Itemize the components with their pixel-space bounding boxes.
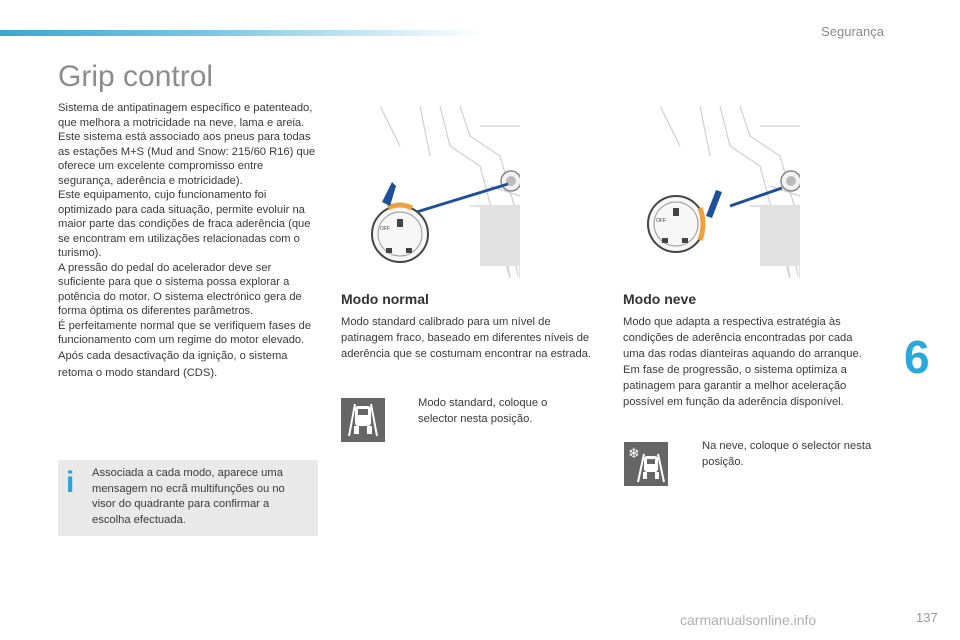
normal-instruction bbox=[418, 395, 568, 427]
normal-instruction-text: Modo standard, coloque o selector nesta posição. bbox=[418, 397, 548, 425]
info-icon: i bbox=[66, 466, 75, 499]
mode-snow-description: Modo que adapta a respectiva estratégia às condições de aderência encontradas por cada uma das rodas dianteiras aquando do arranque. Em fase de progressão, o sistema optimiza a patinagem para garantir a melhor aceleração possível em função da aderência disponível. bbox=[623, 316, 862, 408]
mode-snow-title: Modo neve bbox=[623, 291, 697, 307]
intro-paragraph: A pressão do pedal do acelerador deve ser suficiente para que o sistema possa explorar a potência do motor. O sistema electrónico gera de forma óptima os diferentes parâmetros. bbox=[58, 261, 302, 317]
knob-off-label: OFF bbox=[380, 226, 390, 232]
grip-control-illustration-snow bbox=[640, 106, 800, 278]
watermark: carmanualsonline.info bbox=[680, 612, 817, 628]
knob-off-label: OFF bbox=[656, 218, 666, 224]
header-accent-bar bbox=[0, 30, 480, 36]
page-title: Grip control bbox=[58, 60, 214, 93]
mode-normal-description: Modo standard calibrado para um nível de patinagem fraco, baseado em diferentes níveis de aderência que se costumam encontrar na estrada. bbox=[341, 316, 591, 360]
intro-paragraph: Sistema de antipatinagem específico e patenteado, que melhora a motricidade na neve, lama e areia. bbox=[58, 102, 313, 129]
chapter-number: 6 bbox=[904, 331, 930, 383]
page-number: 137 bbox=[916, 610, 938, 625]
intro-paragraph: Este sistema está associado aos pneus para todas as estações M+S (Mud and Snow: 215/60 R16) que oferece um excelente compromisso entre segurança, aderência e motricidade). bbox=[58, 131, 316, 187]
intro-text bbox=[58, 101, 318, 382]
intro-paragraph: É perfeitamente normal que se verifiquem fases de funcionamento com um regime do motor elevado. bbox=[58, 319, 312, 346]
snow-instruction-text: Na neve, coloque o selector nesta posição. bbox=[702, 440, 872, 468]
info-text: Associada a cada modo, aparece uma mensagem no ecrã multifunções ou no visor do quadrante para confirmar a escolha efectuada. bbox=[92, 467, 285, 526]
intro-paragraph: Este equipamento, cujo funcionamento foi optimizado para cada situação, permite evoluir na maior parte das condições de fraca aderência (que se encontram em utilizações relacionadas com o turismo). bbox=[58, 189, 311, 259]
snow-mode-icon bbox=[624, 442, 668, 486]
intro-paragraph: Após cada desactivação da ignição, o sistema retoma o modo standard (CDS). bbox=[58, 349, 288, 379]
normal-mode-icon bbox=[341, 398, 385, 442]
section-title: Segurança bbox=[821, 24, 884, 39]
mode-normal-title: Modo normal bbox=[341, 291, 429, 307]
svg-text:❄: ❄ bbox=[628, 446, 640, 462]
snow-instruction bbox=[702, 438, 872, 470]
grip-control-illustration-normal bbox=[360, 106, 520, 278]
info-box bbox=[58, 460, 318, 536]
